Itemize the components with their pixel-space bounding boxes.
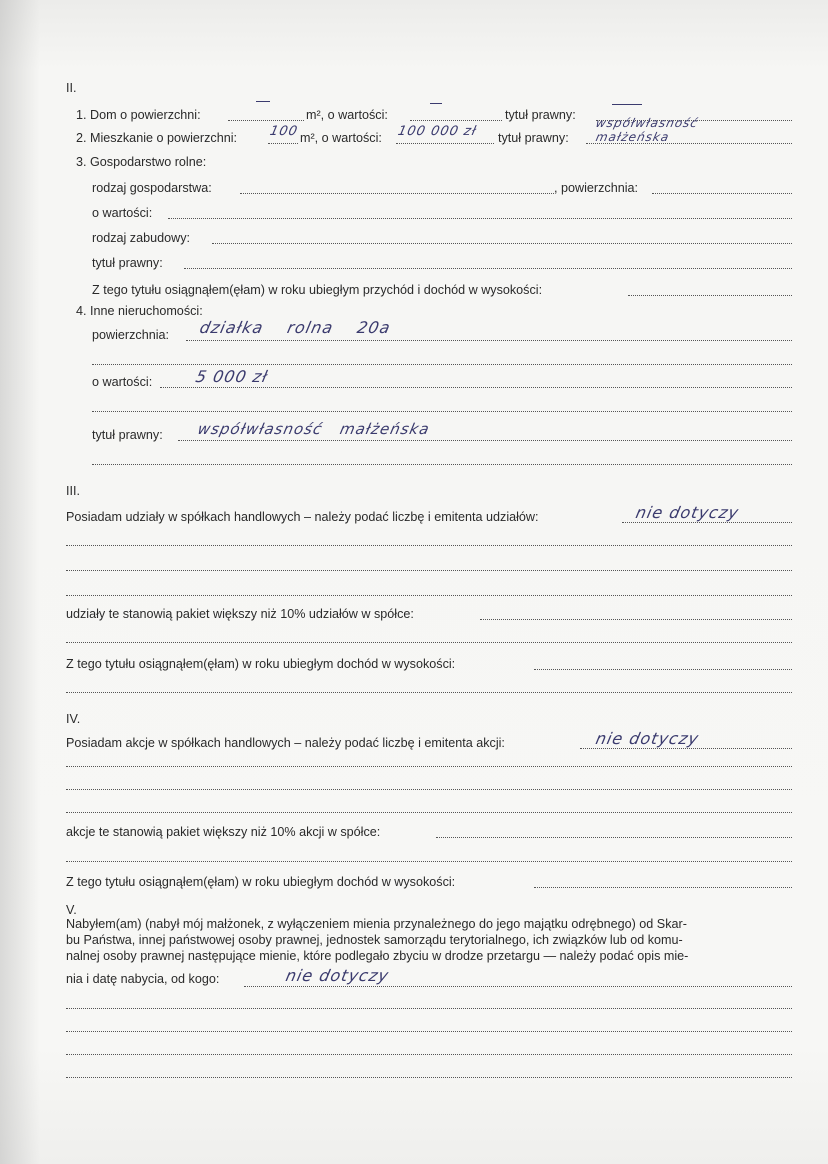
section-iii-heading: III. <box>66 484 80 498</box>
stocks-value: nie dotyczy <box>593 729 701 748</box>
other-area-value: działka rolna 20a <box>197 318 393 337</box>
section-v-heading: V. <box>66 903 77 917</box>
other-area-label: powierzchnia: <box>92 328 170 342</box>
flat-title-label: tytuł prawny: <box>498 131 569 145</box>
section-iv-heading: IV. <box>66 712 81 726</box>
house-area-dash <box>256 101 270 102</box>
house-value-dash <box>430 103 442 104</box>
other-value-field-2[interactable] <box>92 411 792 412</box>
stocks-field-4[interactable] <box>66 812 792 813</box>
farm-building-label: rodzaj zabudowy: <box>92 231 191 245</box>
shares-field-3[interactable] <box>66 570 792 571</box>
farm-type-field[interactable] <box>240 193 554 194</box>
farm-income-label: Z tego tytułu osiągnąłem(ęłam) w roku ubiegłym przychód i dochód w wysokości: <box>92 283 543 297</box>
farm-label: 3. Gospodarstwo rolne: <box>76 155 207 169</box>
stocks-package-field-2[interactable] <box>66 861 792 862</box>
other-value-label: o wartości: <box>92 375 153 389</box>
house-area-label: 1. Dom o powierzchni: <box>76 108 201 122</box>
farm-title-label: tytuł prawny: <box>92 256 163 270</box>
stocks-label: Posiadam akcje w spółkach handlowych – należy podać liczbę i emitenta akcji: <box>66 736 505 750</box>
flat-title-line1: współwłasność <box>594 116 700 130</box>
other-value-field[interactable] <box>160 387 792 388</box>
shares-package-label: udziały te stanowią pakiet większy niż 10% udziałów w spółce: <box>66 607 414 621</box>
shares-value: nie dotyczy <box>633 503 741 522</box>
acquisition-field[interactable] <box>244 986 792 987</box>
stocks-income-field[interactable] <box>534 887 792 888</box>
farm-building-field[interactable] <box>212 243 792 244</box>
acquisition-field-4[interactable] <box>66 1054 792 1055</box>
flat-area-label: 2. Mieszkanie o powierzchni: <box>76 131 237 145</box>
shares-income-field[interactable] <box>534 669 792 670</box>
other-title-field-2[interactable] <box>92 464 792 465</box>
house-title-label: tytuł prawny: <box>505 108 576 122</box>
stocks-package-label: akcje te stanowią pakiet większy niż 10% akcji w spółce: <box>66 825 381 839</box>
acquisition-value: nie dotyczy <box>283 966 391 985</box>
flat-value: 100 000 zł <box>396 124 479 139</box>
flat-area-field[interactable] <box>268 143 298 144</box>
other-property-label: 4. Inne nieruchomości: <box>76 304 203 318</box>
stocks-package-field[interactable] <box>436 837 792 838</box>
shares-field-2[interactable] <box>66 545 792 546</box>
house-area-field[interactable] <box>228 120 304 121</box>
flat-area-unit: m², o wartości: <box>300 131 382 145</box>
stocks-field[interactable] <box>580 748 792 749</box>
house-value-field[interactable] <box>410 120 502 121</box>
flat-area-value: 100 <box>268 124 300 139</box>
shares-label: Posiadam udziały w spółkach handlowych – należy podać liczbę i emitenta udziałów: <box>66 510 539 524</box>
shares-field[interactable] <box>622 522 792 523</box>
acquisition-field-2[interactable] <box>66 1008 792 1009</box>
acquisition-text-line-2: bu Państwa, innej państwowej osoby prawnej, jednostek samorządu terytorialnego, ich związków lub od komu- <box>66 933 683 947</box>
acquisition-field-3[interactable] <box>66 1031 792 1032</box>
farm-area-label: , powierzchnia: <box>554 181 638 195</box>
flat-value-field[interactable] <box>396 143 494 144</box>
shares-field-4[interactable] <box>66 595 792 596</box>
stocks-field-3[interactable] <box>66 789 792 790</box>
acquisition-field-5[interactable] <box>66 1077 792 1078</box>
shares-package-field[interactable] <box>480 619 792 620</box>
farm-type-label: rodzaj gospodarstwa: <box>92 181 212 195</box>
shares-package-field-2[interactable] <box>66 642 792 643</box>
other-title-field[interactable] <box>178 440 792 441</box>
shares-income-label: Z tego tytułu osiągnąłem(ęłam) w roku ubiegłym dochód w wysokości: <box>66 657 456 671</box>
other-area-field[interactable] <box>186 340 792 341</box>
other-area-field-2[interactable] <box>92 364 792 365</box>
farm-value-field[interactable] <box>168 218 792 219</box>
flat-title-line2: małżeńska <box>594 130 671 144</box>
acquisition-text-line-1: Nabyłem(am) (nabył mój małżonek, z wyłączeniem mienia przynależnego do jego majątku odrębnego) od Skar- <box>66 917 687 931</box>
shares-income-field-2[interactable] <box>66 692 792 693</box>
farm-income-field[interactable] <box>628 295 792 296</box>
section-ii-heading: II. <box>66 81 77 95</box>
stocks-income-label: Z tego tytułu osiągnąłem(ęłam) w roku ubiegłym dochód w wysokości: <box>66 875 456 889</box>
house-title-dash <box>612 104 642 105</box>
scan-edge-shadow <box>0 0 40 1164</box>
acquisition-text-line-3: nalnej osoby prawnej następujące mienie, które podlegało zbyciu w drodze przetargu — należy podać opis mie- <box>66 949 689 963</box>
acquisition-text-line-4: nia i datę nabycia, od kogo: <box>66 972 220 986</box>
stocks-field-2[interactable] <box>66 766 792 767</box>
farm-title-field[interactable] <box>184 268 792 269</box>
farm-value-label: o wartości: <box>92 206 153 220</box>
house-area-unit: m², o wartości: <box>306 108 388 122</box>
other-value: 5 000 zł <box>193 367 270 386</box>
other-title-value: współwłasność małżeńska <box>196 420 432 438</box>
farm-area-field[interactable] <box>652 193 792 194</box>
other-title-label: tytuł prawny: <box>92 428 163 442</box>
